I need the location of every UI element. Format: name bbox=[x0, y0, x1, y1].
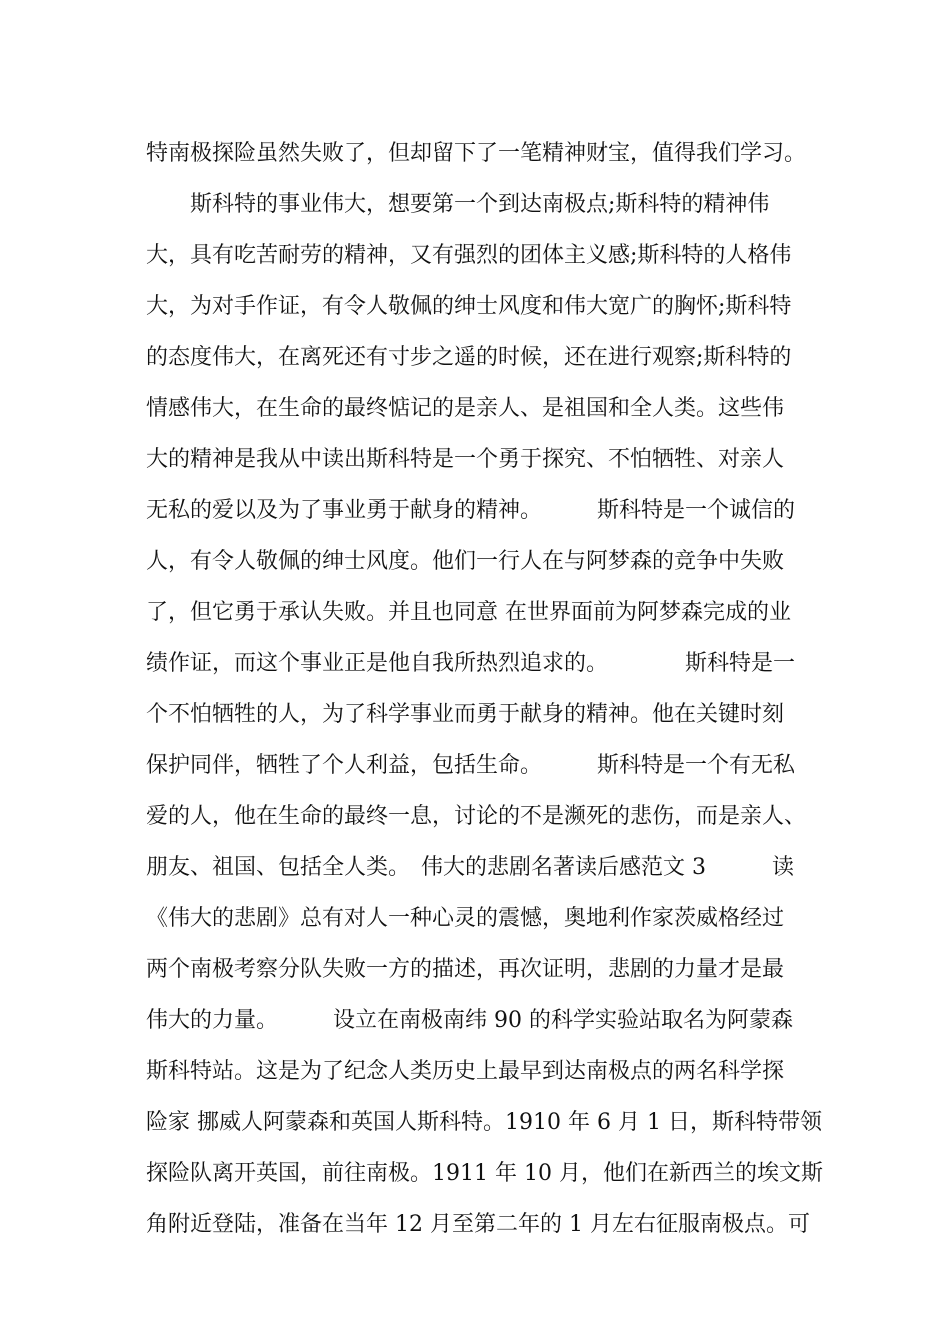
text-line-13: 保护同伴，牺牲了个人利益，包括生命。 斯科特是一个有无私 bbox=[146, 753, 796, 778]
text-line-1: 特南极探险虽然失败了，但却留下了一笔精神财宝，值得我们学习。 bbox=[146, 141, 807, 166]
text-line-14: 爱的人，他在生命的最终一息，讨论的不是濒死的悲伤，而是亲人、 bbox=[146, 804, 807, 829]
text-line-19: 斯科特站。这是为了纪念人类历史上最早到达南极点的两名科学探 bbox=[146, 1059, 785, 1084]
text-line-20: 险家 挪威人阿蒙森和英国人斯科特。1910 年 6 月 1 日，斯科特带领 bbox=[146, 1110, 822, 1135]
text-line-11: 绩作证，而这个事业正是他自我所热烈追求的。 斯科特是一 bbox=[146, 651, 796, 676]
text-line-17: 两个南极考察分队失败一方的描述，再次证明，悲剧的力量才是最 bbox=[146, 957, 785, 982]
text-line-21: 探险队离开英国，前往南极。1911 年 10 月，他们在新西兰的埃文斯 bbox=[146, 1161, 823, 1186]
text-line-6: 情感伟大，在生命的最终惦记的是亲人、是祖国和全人类。这些伟 bbox=[146, 396, 785, 421]
text-line-10: 了，但它勇于承认失败。并且也同意 在世界面前为阿梦森完成的业 bbox=[146, 600, 791, 625]
body-text bbox=[146, 128, 826, 1250]
text-line-18: 伟大的力量。 设立在南极南纬 90 的科学实验站取名为阿蒙森 bbox=[146, 1008, 793, 1033]
text-line-5: 的态度伟大，在离死还有寸步之遥的时候，还在进行观察;斯科特的 bbox=[146, 345, 792, 370]
text-line-22: 角附近登陆，准备在当年 12 月至第二年的 1 月左右征服南极点。可 bbox=[146, 1212, 810, 1237]
text-line-8: 无私的爱以及为了事业勇于献身的精神。 斯科特是一个诚信的 bbox=[146, 498, 796, 523]
text-line-7: 大的精神是我从中读出斯科特是一个勇于探究、不怕牺牲、对亲人 bbox=[146, 447, 785, 472]
text-line-15: 朋友、祖国、包括全人类。 伟大的悲剧名著读后感范文 3 读 bbox=[146, 855, 794, 880]
text-line-9: 人，有令人敬佩的绅士风度。他们一行人在与阿梦森的竞争中失败 bbox=[146, 549, 785, 574]
text-line-16: 《伟大的悲剧》总有对人一种心灵的震憾，奥地利作家茨威格经过 bbox=[146, 906, 785, 931]
text-line-2: 斯科特的事业伟大，想要第一个到达南极点;斯科特的精神伟 bbox=[146, 192, 770, 217]
text-line-3: 大，具有吃苦耐劳的精神，又有强烈的团体主义感;斯科特的人格伟 bbox=[146, 243, 792, 268]
text-line-12: 个不怕牺牲的人，为了科学事业而勇于献身的精神。他在关键时刻 bbox=[146, 702, 785, 727]
text-line-4: 大，为对手作证，有令人敬佩的绅士风度和伟大宽广的胸怀;斯科特 bbox=[146, 294, 792, 319]
